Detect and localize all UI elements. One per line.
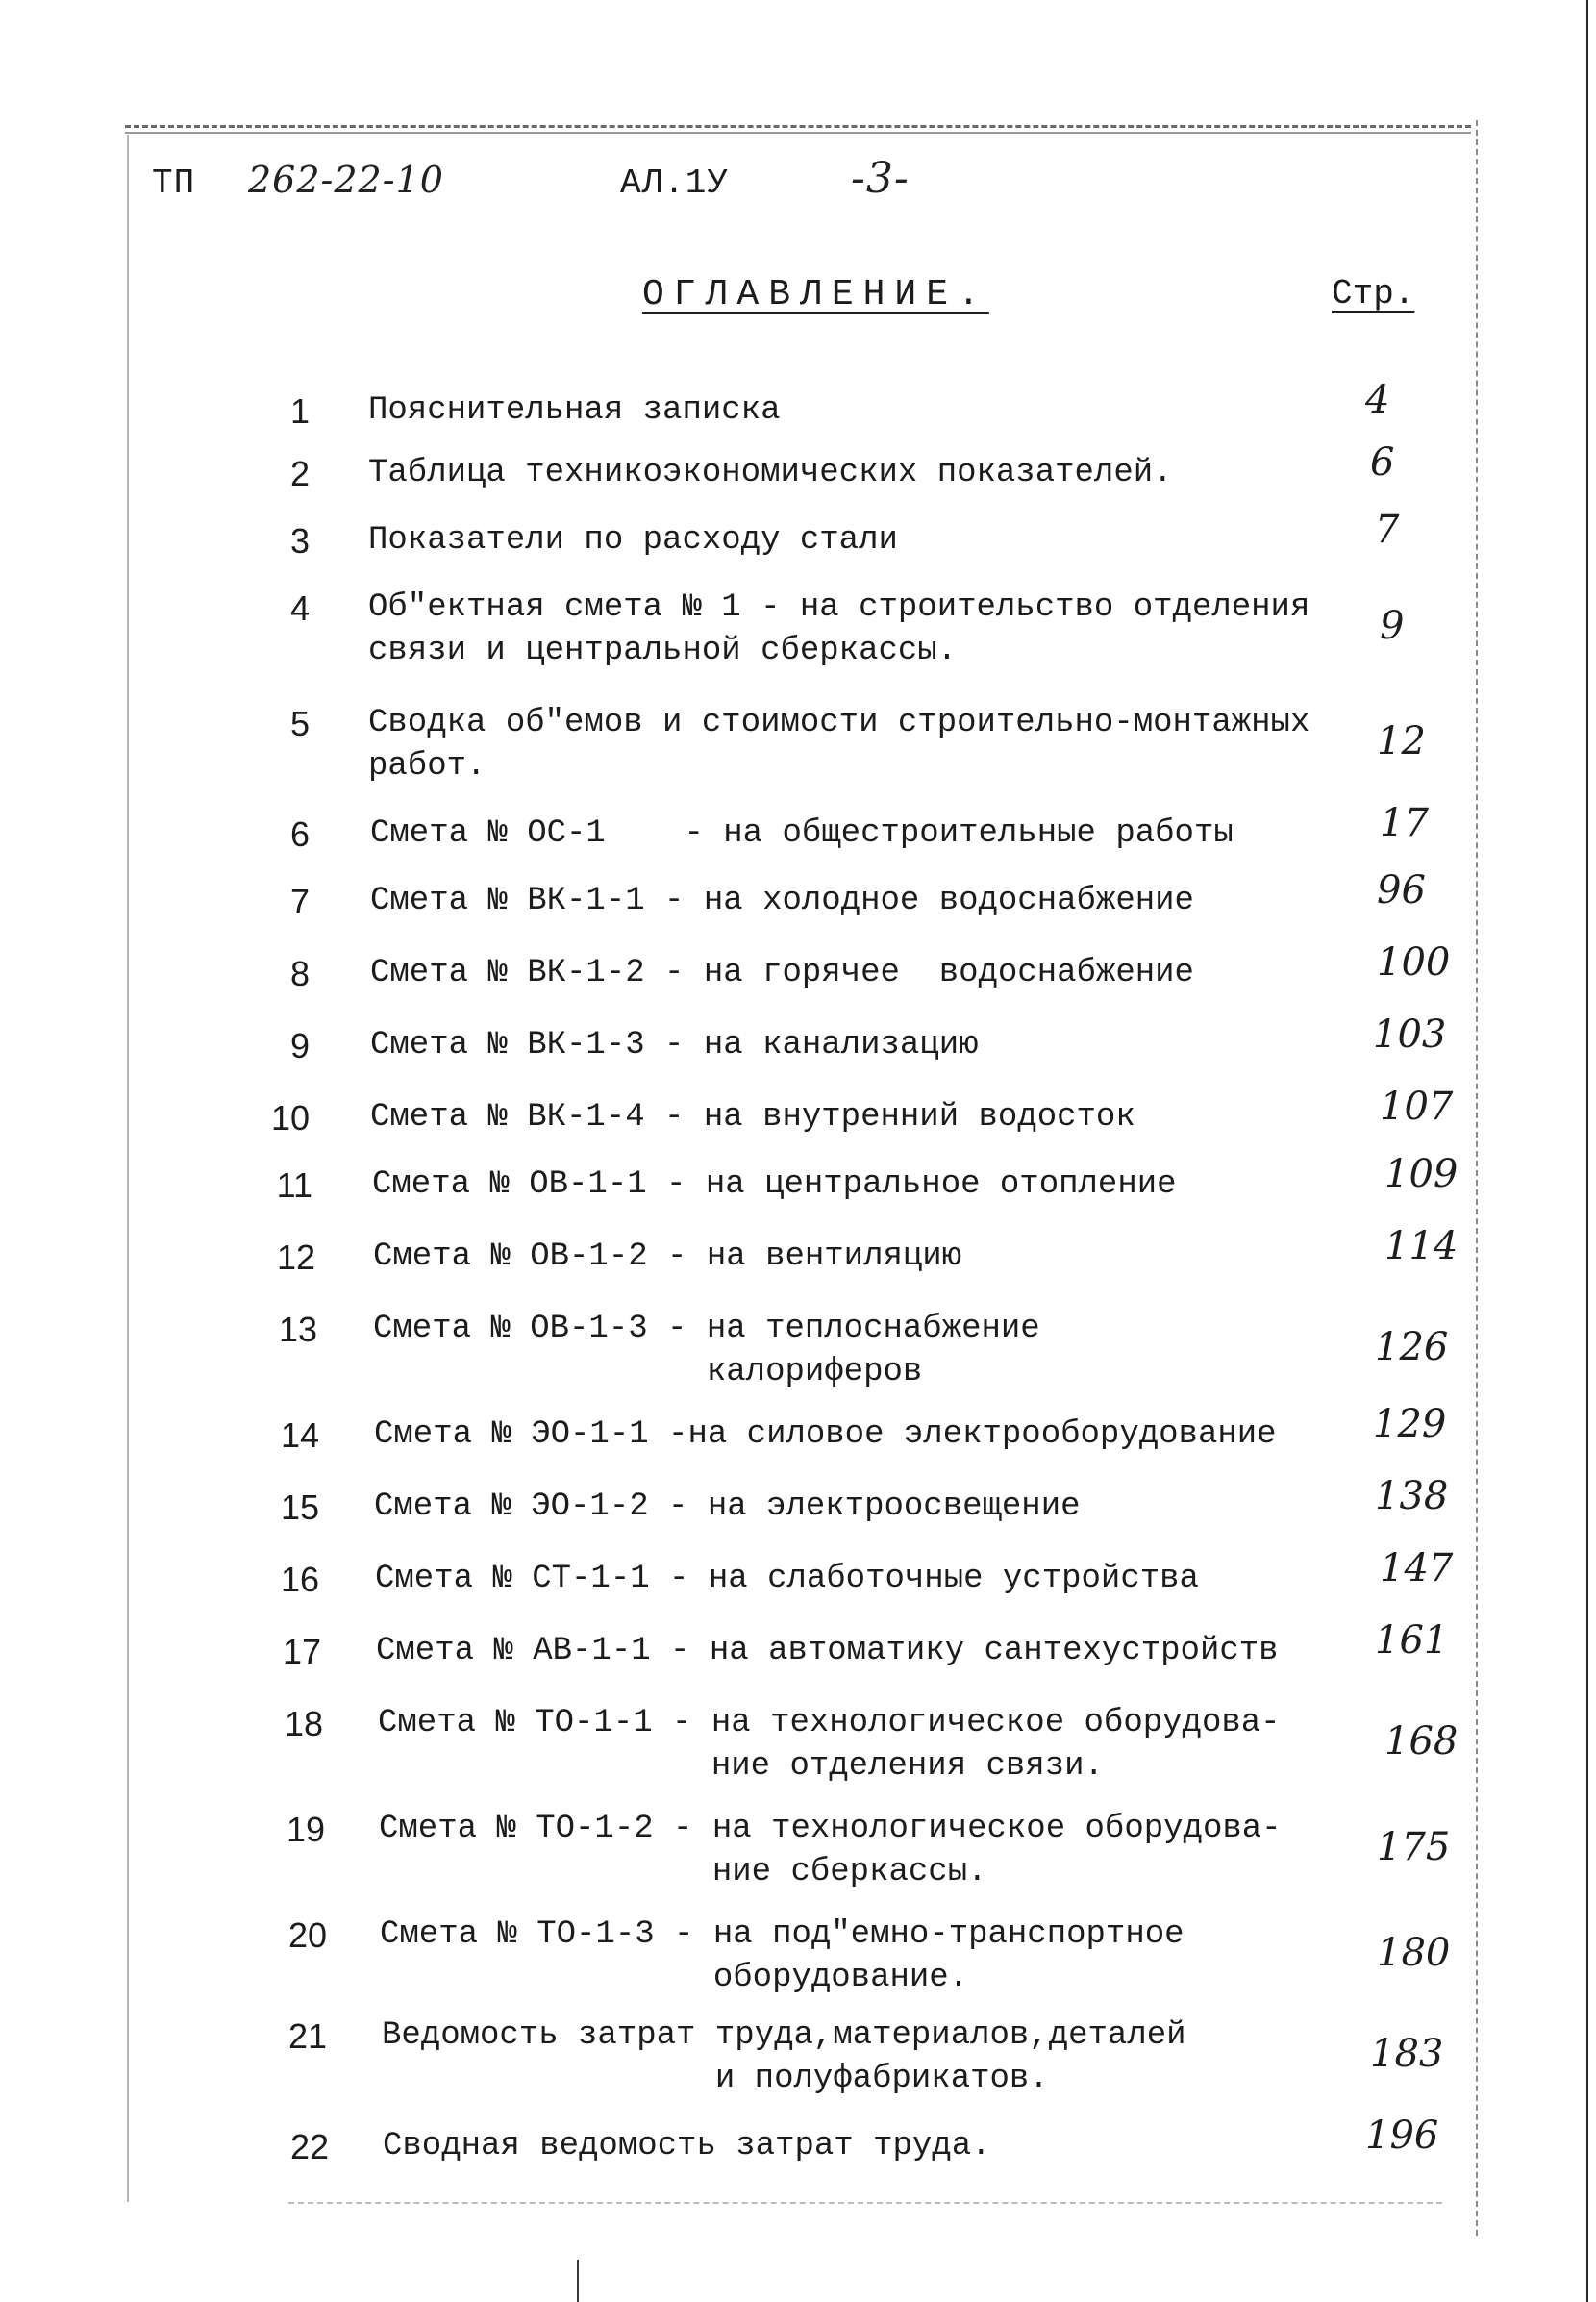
scan-frame-bottom: [288, 2202, 1442, 2204]
entry-page-number: 109: [1384, 1152, 1459, 1196]
entry-number: 4: [289, 588, 310, 628]
entry-page-number: 180: [1377, 1931, 1451, 1975]
entry-page-number: 147: [1380, 1546, 1454, 1590]
page-column-label: Стр.: [1332, 274, 1415, 313]
entry-number: 9: [289, 1026, 310, 1065]
entry-title-line: Смета № ЭО-1-1 -на силовое электрооборудование: [374, 1416, 1277, 1453]
scan-frame-top: [125, 125, 1471, 128]
entry-number: 16: [280, 1560, 319, 1599]
entry-number: 11: [276, 1165, 312, 1205]
project-code: 262-22-10: [248, 159, 444, 201]
entry-page-number: 17: [1380, 801, 1429, 845]
entry-page-number: 196: [1365, 2114, 1439, 2158]
entry-number: 5: [289, 704, 310, 743]
entry-page-number: 138: [1375, 1474, 1449, 1518]
entry-title-line: Смета № ВК-1-3 - на канализацию: [370, 1027, 979, 1063]
scan-frame-top-inner: [125, 132, 1471, 134]
entry-page-number: 107: [1380, 1085, 1454, 1129]
entry-page-number: 114: [1384, 1224, 1459, 1268]
entry-title-line: Смета № ВК-1-4 - на внутренний водосток: [370, 1099, 1135, 1136]
entry-number: 14: [280, 1415, 319, 1455]
entry-title-line: Смета № ВК-1-2 - на горячее водоснабжение: [370, 955, 1194, 991]
entry-title-line: оборудование.: [380, 1960, 969, 1996]
entry-title-line: связи и центральной сберкассы.: [368, 633, 958, 669]
entry-number: 3: [289, 521, 310, 561]
page-number: -3-: [851, 154, 910, 203]
entry-page-number: 9: [1380, 604, 1405, 648]
entry-title-line: Смета № СТ-1-1 - на слаботочные устройства: [375, 1561, 1199, 1597]
entry-title-line: Смета № ОВ-1-3 - на теплоснабжение: [373, 1311, 1040, 1347]
entry-title-line: Пояснительная записка: [368, 392, 781, 429]
entry-title-line: Смета № ОС-1 - на общестроительные работы: [370, 815, 1234, 852]
entry-number: 2: [289, 454, 310, 493]
entry-number: 20: [287, 1915, 327, 1955]
entry-title-line: Смета № АВ-1-1 - на автоматику сантехустройств: [376, 1633, 1279, 1669]
entry-title-line: ние отделения связи.: [378, 1748, 1104, 1785]
entry-title-line: Сводка об"емов и стоимости строительно-монтажных: [368, 705, 1310, 741]
entry-number: 10: [270, 1098, 310, 1138]
scan-frame-right: [1476, 120, 1478, 2236]
entry-page-number: 168: [1384, 1719, 1459, 1764]
entry-page-number: 126: [1375, 1325, 1449, 1369]
entry-title-line: Сводная ведомость затрат труда.: [383, 2128, 991, 2164]
entry-number: 21: [287, 2016, 327, 2056]
entry-title-line: Показатели по расходу стали: [368, 522, 898, 559]
entry-number: 22: [289, 2127, 329, 2166]
entry-number: 13: [278, 1310, 317, 1349]
entry-page-number: 129: [1373, 1402, 1447, 1446]
scan-edge: [1586, 0, 1588, 2302]
entry-title-line: калориферов: [373, 1354, 923, 1390]
entry-page-number: 4: [1365, 378, 1390, 422]
entry-page-number: 96: [1377, 868, 1426, 913]
entry-number: 19: [286, 1810, 325, 1849]
entry-page-number: 6: [1370, 440, 1395, 485]
entry-number: 17: [282, 1632, 321, 1671]
entry-page-number: 161: [1375, 1618, 1449, 1663]
entry-page-number: 183: [1370, 2032, 1444, 2076]
scan-mark: [577, 2260, 579, 2302]
entry-title-line: Ведомость затрат труда,материалов,деталей: [382, 2017, 1186, 2054]
series-code: ТП: [152, 163, 196, 203]
entry-title-line: Смета № ТО-1-2 - на технологическое оборудова-: [379, 1811, 1282, 1847]
entry-number: 12: [276, 1238, 315, 1277]
entry-number: 1: [289, 391, 310, 431]
entry-title-line: Смета № ОВ-1-2 - на вентиляцию: [373, 1239, 962, 1275]
entry-title-line: Смета № ВК-1-1 - на холодное водоснабжение: [370, 883, 1194, 919]
entry-title-line: Смета № ЭО-1-2 - на электроосвещение: [374, 1489, 1081, 1525]
entry-number: 6: [289, 814, 310, 854]
entry-number: 18: [284, 1704, 323, 1743]
entry-page-number: 7: [1375, 508, 1400, 552]
entry-title-line: и полуфабрикатов.: [382, 2061, 1049, 2097]
entry-title-line: Об"ектная смета № 1 - на строительство отделения: [368, 589, 1310, 626]
entry-page-number: 103: [1373, 1013, 1447, 1057]
scan-frame-left: [127, 135, 129, 2202]
entry-title-line: ние сберкассы.: [379, 1854, 987, 1890]
entry-title-line: Таблица техникоэкономических показателей.: [368, 455, 1173, 491]
entry-number: 15: [280, 1488, 319, 1527]
entry-title-line: Смета № ТО-1-3 - на под"емно-транспортное: [380, 1916, 1185, 1953]
entry-title-line: Смета № ОВ-1-1 - на центральное отопление: [372, 1166, 1177, 1203]
entry-title-line: работ.: [368, 748, 486, 785]
entry-page-number: 175: [1377, 1825, 1451, 1869]
entry-number: 7: [289, 882, 310, 921]
entry-number: 8: [289, 954, 310, 993]
page-title: ОГЛАВЛЕНИЕ.: [642, 274, 989, 315]
entry-title-line: Смета № ТО-1-1 - на технологическое оборудова-: [378, 1705, 1281, 1741]
album-code: АЛ.1У: [620, 163, 730, 203]
entry-page-number: 12: [1377, 719, 1426, 763]
entry-page-number: 100: [1377, 940, 1451, 985]
